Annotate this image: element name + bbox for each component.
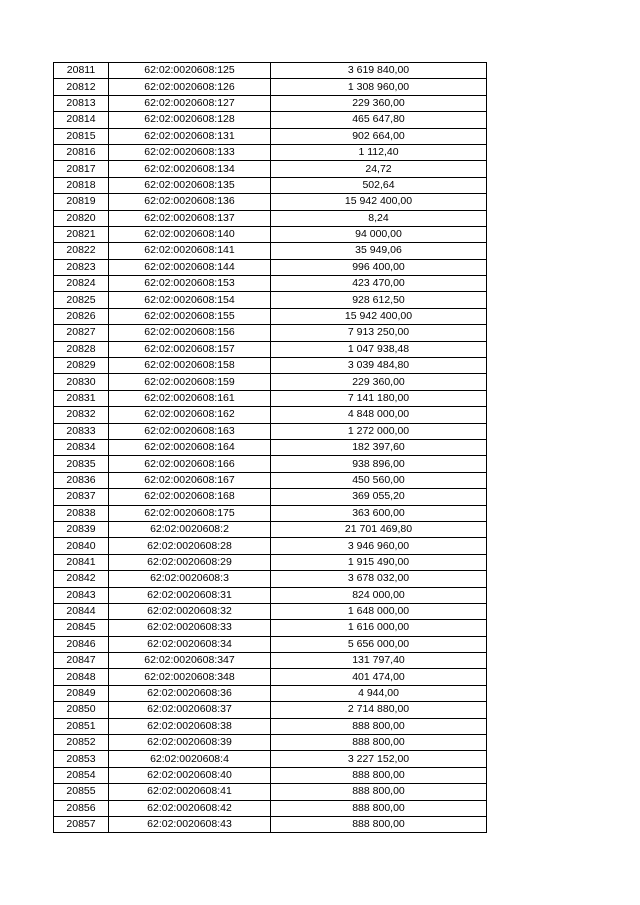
- cadastral-number-cell: 62:02:0020608:39: [109, 735, 271, 751]
- cadastral-number-cell: 62:02:0020608:168: [109, 489, 271, 505]
- table-row: [54, 161, 487, 177]
- cadastral-number-cell: 62:02:0020608:29: [109, 554, 271, 570]
- cadastral-number-cell: 62:02:0020608:156: [109, 325, 271, 341]
- cadastral-number-cell: 62:02:0020608:347: [109, 653, 271, 669]
- row-number-cell: 20839: [54, 521, 109, 537]
- row-number-cell: 20817: [54, 161, 109, 177]
- cadastral-number-cell: 62:02:0020608:133: [109, 144, 271, 160]
- cadastral-number-cell: 62:02:0020608:159: [109, 374, 271, 390]
- row-number-cell: 20834: [54, 439, 109, 455]
- cadastral-number-cell: 62:02:0020608:32: [109, 603, 271, 619]
- value-cell: 24,72: [271, 161, 487, 177]
- value-cell: 1 308 960,00: [271, 79, 487, 95]
- table-row: [54, 505, 487, 521]
- row-number-cell: 20848: [54, 669, 109, 685]
- table-row: [54, 718, 487, 734]
- value-cell: 996 400,00: [271, 259, 487, 275]
- value-cell: 502,64: [271, 177, 487, 193]
- row-number-cell: 20822: [54, 243, 109, 259]
- table-row: [54, 456, 487, 472]
- value-cell: 229 360,00: [271, 95, 487, 111]
- value-cell: 131 797,40: [271, 653, 487, 669]
- cadastral-number-cell: 62:02:0020608:135: [109, 177, 271, 193]
- value-cell: 423 470,00: [271, 276, 487, 292]
- row-number-cell: 20857: [54, 816, 109, 832]
- table-row: [54, 685, 487, 701]
- cadastral-number-cell: 62:02:0020608:3: [109, 571, 271, 587]
- value-cell: 3 227 152,00: [271, 751, 487, 767]
- row-number-cell: 20852: [54, 735, 109, 751]
- row-number-cell: 20846: [54, 636, 109, 652]
- table-row: [54, 538, 487, 554]
- table-row: [54, 784, 487, 800]
- cadastral-number-cell: 62:02:0020608:155: [109, 308, 271, 324]
- table-body: [54, 63, 487, 833]
- value-cell: 4 944,00: [271, 685, 487, 701]
- cadastral-number-cell: 62:02:0020608:31: [109, 587, 271, 603]
- value-cell: 1 915 490,00: [271, 554, 487, 570]
- value-cell: 182 397,60: [271, 439, 487, 455]
- value-cell: 928 612,50: [271, 292, 487, 308]
- row-number-cell: 20840: [54, 538, 109, 554]
- table-row: [54, 194, 487, 210]
- cadastral-number-cell: 62:02:0020608:33: [109, 620, 271, 636]
- row-number-cell: 20838: [54, 505, 109, 521]
- table-row: [54, 144, 487, 160]
- value-cell: 824 000,00: [271, 587, 487, 603]
- cadastral-number-cell: 62:02:0020608:131: [109, 128, 271, 144]
- row-number-cell: 20855: [54, 784, 109, 800]
- table-row: [54, 603, 487, 619]
- value-cell: 1 112,40: [271, 144, 487, 160]
- value-cell: 8,24: [271, 210, 487, 226]
- value-cell: 369 055,20: [271, 489, 487, 505]
- table-row: [54, 800, 487, 816]
- row-number-cell: 20814: [54, 112, 109, 128]
- table-row: [54, 521, 487, 537]
- row-number-cell: 20827: [54, 325, 109, 341]
- value-cell: 1 047 938,48: [271, 341, 487, 357]
- row-number-cell: 20833: [54, 423, 109, 439]
- table-row: [54, 423, 487, 439]
- row-number-cell: 20824: [54, 276, 109, 292]
- cadastral-number-cell: 62:02:0020608:134: [109, 161, 271, 177]
- cadastral-number-cell: 62:02:0020608:163: [109, 423, 271, 439]
- cadastral-number-cell: 62:02:0020608:38: [109, 718, 271, 734]
- table-row: [54, 554, 487, 570]
- cadastral-number-cell: 62:02:0020608:34: [109, 636, 271, 652]
- cadastral-number-cell: 62:02:0020608:153: [109, 276, 271, 292]
- value-cell: 15 942 400,00: [271, 194, 487, 210]
- value-cell: 21 701 469,80: [271, 521, 487, 537]
- row-number-cell: 20835: [54, 456, 109, 472]
- value-cell: 888 800,00: [271, 816, 487, 832]
- table-row: [54, 292, 487, 308]
- value-cell: 902 664,00: [271, 128, 487, 144]
- row-number-cell: 20853: [54, 751, 109, 767]
- row-number-cell: 20831: [54, 390, 109, 406]
- row-number-cell: 20830: [54, 374, 109, 390]
- cadastral-number-cell: 62:02:0020608:175: [109, 505, 271, 521]
- table-row: [54, 571, 487, 587]
- table-row: [54, 587, 487, 603]
- cadastral-number-cell: 62:02:0020608:42: [109, 800, 271, 816]
- value-cell: 3 039 484,80: [271, 358, 487, 374]
- cadastral-number-cell: 62:02:0020608:2: [109, 521, 271, 537]
- table-row: [54, 751, 487, 767]
- table-row: [54, 407, 487, 423]
- cadastral-number-cell: 62:02:0020608:348: [109, 669, 271, 685]
- table-row: [54, 325, 487, 341]
- cadastre-table: [53, 62, 487, 833]
- cadastral-number-cell: 62:02:0020608:40: [109, 767, 271, 783]
- row-number-cell: 20816: [54, 144, 109, 160]
- table-row: [54, 620, 487, 636]
- table-row: [54, 472, 487, 488]
- cadastral-number-cell: 62:02:0020608:36: [109, 685, 271, 701]
- value-cell: 938 896,00: [271, 456, 487, 472]
- table-row: [54, 243, 487, 259]
- table-row: [54, 735, 487, 751]
- value-cell: 888 800,00: [271, 800, 487, 816]
- row-number-cell: 20815: [54, 128, 109, 144]
- cadastral-number-cell: 62:02:0020608:136: [109, 194, 271, 210]
- value-cell: 888 800,00: [271, 767, 487, 783]
- table-row: [54, 669, 487, 685]
- row-number-cell: 20818: [54, 177, 109, 193]
- cadastral-number-cell: 62:02:0020608:4: [109, 751, 271, 767]
- table-row: [54, 226, 487, 242]
- table-row: [54, 177, 487, 193]
- row-number-cell: 20829: [54, 358, 109, 374]
- row-number-cell: 20812: [54, 79, 109, 95]
- value-cell: 4 848 000,00: [271, 407, 487, 423]
- value-cell: 3 946 960,00: [271, 538, 487, 554]
- cadastral-number-cell: 62:02:0020608:127: [109, 95, 271, 111]
- table-row: [54, 653, 487, 669]
- value-cell: 2 714 880,00: [271, 702, 487, 718]
- cadastral-number-cell: 62:02:0020608:137: [109, 210, 271, 226]
- table-row: [54, 308, 487, 324]
- value-cell: 5 656 000,00: [271, 636, 487, 652]
- row-number-cell: 20832: [54, 407, 109, 423]
- table-row: [54, 358, 487, 374]
- cadastral-number-cell: 62:02:0020608:162: [109, 407, 271, 423]
- value-cell: 1 272 000,00: [271, 423, 487, 439]
- cadastral-number-cell: 62:02:0020608:161: [109, 390, 271, 406]
- cadastral-number-cell: 62:02:0020608:37: [109, 702, 271, 718]
- table-row: [54, 816, 487, 832]
- row-number-cell: 20850: [54, 702, 109, 718]
- value-cell: 94 000,00: [271, 226, 487, 242]
- row-number-cell: 20845: [54, 620, 109, 636]
- value-cell: 229 360,00: [271, 374, 487, 390]
- value-cell: 450 560,00: [271, 472, 487, 488]
- row-number-cell: 20856: [54, 800, 109, 816]
- row-number-cell: 20825: [54, 292, 109, 308]
- table-row: [54, 390, 487, 406]
- cadastral-number-cell: 62:02:0020608:164: [109, 439, 271, 455]
- cadastral-number-cell: 62:02:0020608:125: [109, 63, 271, 79]
- value-cell: 401 474,00: [271, 669, 487, 685]
- row-number-cell: 20826: [54, 308, 109, 324]
- table-row: [54, 374, 487, 390]
- table-row: [54, 210, 487, 226]
- table-row: [54, 767, 487, 783]
- table-row: [54, 95, 487, 111]
- table-row: [54, 276, 487, 292]
- value-cell: 363 600,00: [271, 505, 487, 521]
- table-row: [54, 63, 487, 79]
- cadastral-number-cell: 62:02:0020608:157: [109, 341, 271, 357]
- table-row: [54, 259, 487, 275]
- row-number-cell: 20836: [54, 472, 109, 488]
- cadastral-number-cell: 62:02:0020608:167: [109, 472, 271, 488]
- cadastral-number-cell: 62:02:0020608:140: [109, 226, 271, 242]
- table-row: [54, 636, 487, 652]
- value-cell: 1 648 000,00: [271, 603, 487, 619]
- value-cell: 3 619 840,00: [271, 63, 487, 79]
- cadastral-number-cell: 62:02:0020608:41: [109, 784, 271, 800]
- row-number-cell: 20828: [54, 341, 109, 357]
- table-row: [54, 439, 487, 455]
- cadastral-number-cell: 62:02:0020608:154: [109, 292, 271, 308]
- cadastral-number-cell: 62:02:0020608:43: [109, 816, 271, 832]
- row-number-cell: 20842: [54, 571, 109, 587]
- value-cell: 888 800,00: [271, 784, 487, 800]
- value-cell: 15 942 400,00: [271, 308, 487, 324]
- table-row: [54, 128, 487, 144]
- table-row: [54, 112, 487, 128]
- cadastral-number-cell: 62:02:0020608:128: [109, 112, 271, 128]
- value-cell: 1 616 000,00: [271, 620, 487, 636]
- row-number-cell: 20847: [54, 653, 109, 669]
- table-row: [54, 79, 487, 95]
- row-number-cell: 20811: [54, 63, 109, 79]
- row-number-cell: 20843: [54, 587, 109, 603]
- table-row: [54, 702, 487, 718]
- row-number-cell: 20844: [54, 603, 109, 619]
- cadastral-number-cell: 62:02:0020608:144: [109, 259, 271, 275]
- cadastral-number-cell: 62:02:0020608:166: [109, 456, 271, 472]
- table-row: [54, 341, 487, 357]
- row-number-cell: 20823: [54, 259, 109, 275]
- row-number-cell: 20820: [54, 210, 109, 226]
- row-number-cell: 20841: [54, 554, 109, 570]
- row-number-cell: 20851: [54, 718, 109, 734]
- row-number-cell: 20854: [54, 767, 109, 783]
- value-cell: 3 678 032,00: [271, 571, 487, 587]
- cadastral-number-cell: 62:02:0020608:141: [109, 243, 271, 259]
- value-cell: 35 949,06: [271, 243, 487, 259]
- row-number-cell: 20849: [54, 685, 109, 701]
- value-cell: 7 141 180,00: [271, 390, 487, 406]
- row-number-cell: 20837: [54, 489, 109, 505]
- value-cell: 888 800,00: [271, 718, 487, 734]
- table-row: [54, 489, 487, 505]
- row-number-cell: 20819: [54, 194, 109, 210]
- cadastral-number-cell: 62:02:0020608:28: [109, 538, 271, 554]
- row-number-cell: 20813: [54, 95, 109, 111]
- cadastral-number-cell: 62:02:0020608:126: [109, 79, 271, 95]
- cadastral-number-cell: 62:02:0020608:158: [109, 358, 271, 374]
- value-cell: 7 913 250,00: [271, 325, 487, 341]
- value-cell: 888 800,00: [271, 735, 487, 751]
- row-number-cell: 20821: [54, 226, 109, 242]
- value-cell: 465 647,80: [271, 112, 487, 128]
